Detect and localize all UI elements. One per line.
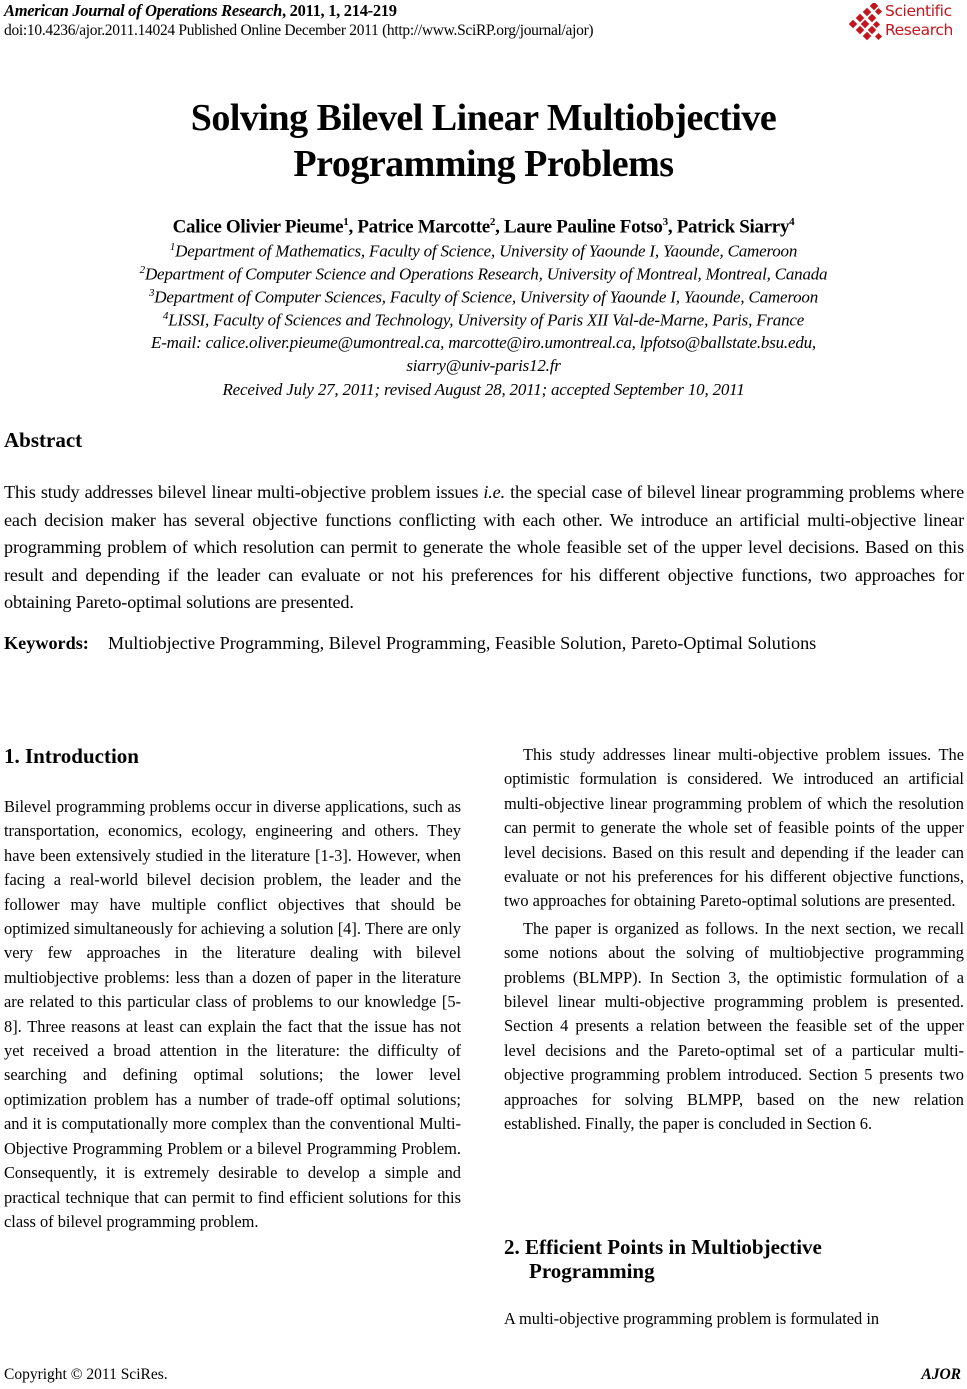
received-dates: Received July 27, 2011; revised August 28, 2011; accepted September 10, 2011 [222, 380, 745, 399]
affiliation: $^1$Department of Mathematics, Faculty of Science, University of Yaounde I, Yaounde, Cameroon [169, 241, 798, 261]
doi-line: doi:10.4236/ajor.2011.14024 Published Online December 2011 (http://www.SciRP.org/journal/ajor) [4, 22, 594, 39]
author: Calice Olivier Pieume [172, 216, 344, 238]
copyright: Copyright © 2011 SciRes. [4, 1366, 168, 1383]
paragraph: The paper is organized as follows. In the next section, we recall some notions about the solving of multiobjective programming problems (BLMPP). In Section 3, the optimistic formulation of a bilevel linear multi-objective programming problem is presented. Section 4 presents a relation between the feasible set of the upper level decisions and the Pareto-optimal set of a particular multi-objective programming problem introduced. Section 5 presents two approaches for solving BLMPP, based on the new relation established. Finally, the paper is concluded in Section 6. [504, 918, 964, 1134]
paragraph: A multi-objective programming problem is formulated in [504, 1309, 880, 1328]
paper-title: Solving Bilevel Linear Multiobjective Programming Problems [190, 97, 777, 185]
left-column [4, 795, 461, 1234]
affiliation: $^3$Department of Computer Sciences, Faculty of Science, University of Yaounde I, Yaounde, Cameroon [148, 287, 819, 307]
affiliation: $^2$Department of Computer Science and Operations Research, University of Montreal, Montreal, Canada [139, 264, 828, 284]
author-list: Calice Olivier Pieume$^1$, Patrice Marcotte$^2$, Laure Pauline Fotso$^3$, Patrick Siarry$^4$ [172, 216, 795, 238]
journal-abbrev: AJOR [921, 1366, 961, 1383]
paragraph: This study addresses linear multi-objective problem issues. The optimistic formulation is considered. We introduced an artificial multi-objective linear programming problem of which the resolution can permit to generate the whole set of feasible points of the upper level decisions. Based on this result and depending if the leader can evaluate or not his preferences for his different objective functions, two approaches for obtaining Pareto-optimal solutions are presented. [504, 745, 964, 911]
publisher-logo [849, 2, 967, 46]
keywords [4, 630, 924, 658]
keywords-label: Keywords: [4, 633, 89, 653]
paragraph: Bilevel programming problems occur in diverse applications, such as transportation, economics, ecology, engineering and others. They have been extensively studied in the literature [1-3]. However, when facing a real-world bilevel decision problem, the leader and the follower may have multiple conflict objectives that should be optimized simultaneously for achieving a solution [4]. There are only very few approaches in the literature dealing with bilevel multiobjective problems: less than a dozen of paper in the literature are related to this particular class of problems to our knowledge [5-8]. Three reasons at least can explain the fact that the issue has not yet received a broad attention in the literature: the difficulty of searching and defining optimal solutions; the lower level optimization problem has a number of trade-off optimal solutions; and it is computationally more complex than the conventional Multi-Objective Programming Problem or a bilevel Programming Problem. Consequently, it is extremely desirable to develop a simple and practical technique that can permit to find efficient solutions for this class of bilevel programming problem. [4, 797, 461, 1231]
keywords-text: Multiobjective Programming, Bilevel Programming, Feasible Solution, Pareto-Optimal Solutions [108, 633, 817, 653]
publisher-name: Scientific Research [885, 2, 953, 39]
right-column [504, 743, 964, 1137]
journal-volume: , 2011, 1, 214-219 [282, 1, 397, 20]
journal-name: American Journal of Operations Research [4, 1, 282, 20]
email-links[interactable]: : calice.oliver.pieume@umontreal.ca, marcotte@iro.umontreal.ca, lpfotso@ballstate.bsu.edu, [196, 333, 816, 352]
author: Patrice Marcotte [357, 216, 490, 238]
journal-citation [4, 1, 397, 21]
abstract-heading: Abstract [4, 428, 83, 452]
author: Patrick Siarry [676, 216, 790, 238]
diamond-grid-icon [849, 3, 885, 43]
email-list: E-mail: calice.oliver.pieume@umontreal.ca, marcotte@iro.umontreal.ca, lpfotso@ballstate.bsu.edu, [151, 333, 816, 352]
section-heading-efficient-points: 2. Efficient Points in Multiobjective Programming [504, 1235, 822, 1283]
section-heading-introduction: 1. Introduction [4, 744, 139, 768]
author: Laure Pauline Fotso [504, 216, 663, 238]
email-link[interactable]: siarry@univ-paris12.fr [406, 356, 561, 375]
email-list-cont [0, 356, 967, 376]
affiliation: $^4$LISSI, Faculty of Sciences and Technology, University of Paris XII Val-de-Marne, Paris, France [162, 310, 805, 330]
abstract-body: This study addresses bilevel linear multi-objective problem issues i.e. the special case of bilevel linear programming problems where each decision maker has several objective functions conflicting with each other. We introduce an artificial multi-objective linear programming problem of which resolution can permit to generate the whole feasible set of the upper level decisions. Based on this result and depending if the leader can evaluate or not his preferences for his different objective functions, two approaches for obtaining Pareto-optimal solutions are presented. [4, 482, 964, 612]
